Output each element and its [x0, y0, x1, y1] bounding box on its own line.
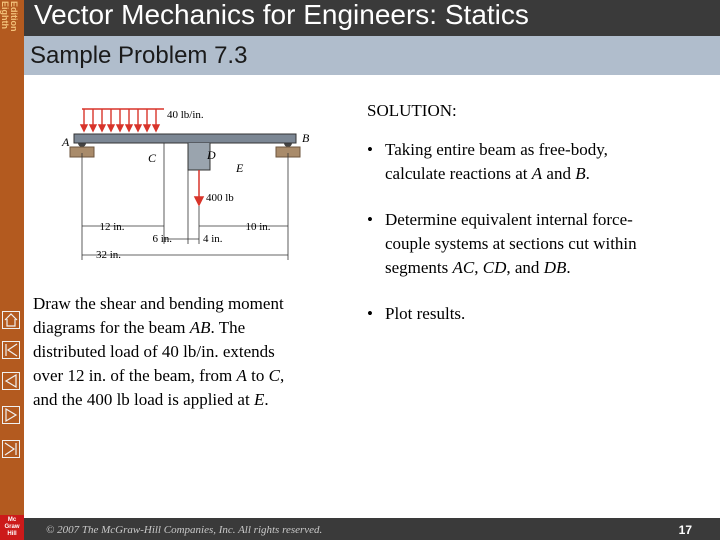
page-number: 17	[678, 523, 692, 537]
dimension-lines	[82, 143, 288, 260]
problem-line-5: and the 400 lb load is applied at	[33, 390, 254, 409]
bullet-2-comma-2: , and	[506, 258, 544, 277]
label-a: A	[62, 135, 70, 149]
distributed-load	[81, 109, 164, 131]
problem-statement	[33, 292, 353, 412]
point-load-arrow	[195, 170, 203, 205]
bullet-2-line-1: Determine equivalent internal force-	[385, 210, 633, 229]
bullet-2-line-3: segments	[385, 258, 453, 277]
dim-db-label: 10 in.	[245, 221, 271, 233]
problem-period: .	[264, 390, 269, 409]
beam	[74, 134, 296, 143]
footer-bar	[24, 518, 720, 540]
bullet-1-var-b: B	[575, 164, 586, 183]
problem-var-ab: AB	[189, 318, 211, 337]
load-arrow-9	[153, 109, 159, 131]
publisher-logo	[0, 515, 24, 540]
load-arrow-2	[90, 109, 96, 131]
problem-line-2: diagrams for the beam	[33, 318, 190, 337]
problem-var-c: C	[268, 366, 280, 385]
bullet-3-text: Plot results.	[385, 304, 466, 323]
label-e: E	[236, 161, 244, 175]
first-slide-icon[interactable]	[2, 341, 20, 359]
home-icon[interactable]	[2, 311, 20, 329]
slide-subtitle: Sample Problem 7.3	[30, 42, 248, 69]
dim-ac-label: 12 in.	[99, 221, 125, 233]
distributed-load-label: 40 lb/in.	[167, 109, 204, 121]
load-arrow-5	[117, 109, 123, 131]
edition-label	[0, 0, 24, 46]
problem-comma: ,	[279, 366, 285, 385]
label-b: B	[302, 131, 310, 145]
bullet-2-seg-cd: CD	[482, 258, 507, 277]
load-arrow-8	[144, 109, 150, 131]
bullet-1-var-a: A	[531, 164, 543, 183]
sidebar	[0, 0, 24, 540]
edition-word-1: Eighth	[0, 1, 10, 29]
bullet-1-and: and	[542, 164, 576, 183]
logo-line-1: Mc	[7, 517, 17, 523]
load-arrow-1	[81, 109, 87, 131]
load-arrow-7	[135, 109, 141, 131]
point-load-label: 400 lb	[206, 192, 234, 204]
last-slide-icon[interactable]	[2, 440, 20, 458]
beam-diagram	[60, 98, 330, 266]
load-arrow-4	[108, 109, 114, 131]
slide-title: Vector Mechanics for Engineers: Statics	[34, 0, 529, 30]
dim-cd1-label: 6 in.	[152, 233, 172, 245]
logo-line-2: Graw	[4, 524, 20, 530]
bullet-2-seg-ac: AC	[452, 258, 475, 277]
load-arrow-3	[99, 109, 105, 131]
bullet-3-dot: •	[367, 304, 373, 323]
bullet-1-dot: •	[367, 140, 373, 159]
problem-var-a: A	[236, 366, 247, 385]
dim-total-label: 32 in.	[96, 249, 122, 261]
bullet-1-period: .	[585, 164, 590, 183]
bullet-1-line-1: Taking entire beam as free-body,	[385, 140, 608, 159]
problem-line-2-end: . The	[210, 318, 246, 337]
bullet-2-dot: •	[367, 210, 373, 229]
problem-to: to	[246, 366, 269, 385]
problem-var-e: E	[253, 390, 265, 409]
logo-line-3: Hill	[7, 531, 17, 537]
previous-slide-icon[interactable]	[2, 372, 20, 390]
label-c: C	[148, 151, 157, 165]
bullet-2-period: .	[566, 258, 571, 277]
problem-line-3: distributed load of 40 lb/in. extends	[33, 342, 275, 361]
bullet-1-line-2: calculate reactions at	[385, 164, 532, 183]
copyright-notice: © 2007 The McGraw-Hill Companies, Inc. All rights reserved.	[46, 524, 323, 536]
dim-cd2-label: 4 in.	[203, 233, 223, 245]
subtitle-bar	[24, 36, 720, 75]
bullet-2-comma-1: ,	[474, 258, 483, 277]
bullet-2-seg-db: DB	[543, 258, 567, 277]
load-arrow-6	[126, 109, 132, 131]
title-bar	[24, 0, 720, 36]
label-d: D	[207, 148, 216, 162]
edition-word-2: Edition	[9, 1, 19, 32]
solution-heading: SOLUTION:	[367, 101, 457, 120]
problem-line-4: over 12 in. of the beam, from	[33, 366, 237, 385]
problem-line-1: Draw the shear and bending moment	[33, 294, 284, 313]
bullet-2-line-2: couple systems at sections cut within	[385, 234, 637, 253]
next-slide-icon[interactable]	[2, 406, 20, 424]
